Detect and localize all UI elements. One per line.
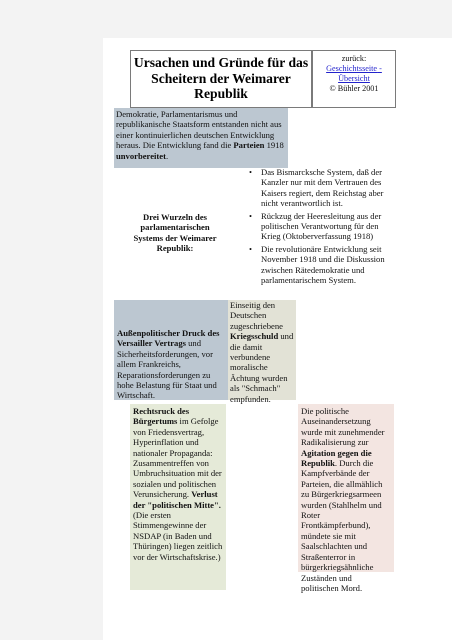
agitation-cell [298,404,394,593]
intro-end: . [165,150,169,161]
intro-bold-parteien: Parteien [233,140,265,151]
versailles-text: und Sicherheitsforderungen, vor allem Frankreichs, Reparationsforderungen zu hohe Belastung für Staat und Wirtschaft. [117,338,217,401]
bullet-item: • Das Bismarcksche System, daß der Kanzler nur mit dem Vertrauen des Kaisers regiert, dem Reichstag aber nicht verantwortlich ist. [246,167,396,209]
bullet-item: • Die revolutionäre Entwicklung seit November 1918 und die Diskussion zwischen Rätedemokratie und parlamentarischem System. [246,244,396,286]
kriegsschuld-post: und die damit verbundene moralische Ächtung wurden als "Schmach" empfunden. [230,331,294,404]
agitation-bold: Agitation gegen die Republik [301,447,372,469]
title-cell [130,50,312,108]
nav-cell [312,50,396,108]
intro-bold-unvorbereitet: unvorbereitet [116,150,166,161]
agitation-text: Die politische Auseinandersetzung wurde mit zunehmender Radikalisierung zur [301,406,385,448]
copyright: © Bühler 2001 [329,84,379,93]
versailles-cell [114,300,228,400]
kriegsschuld-bold: Kriegsschuld [230,331,279,342]
intro-mid: 1918 [264,140,284,151]
nav-links-2 [313,74,395,84]
bullet-item: • Rückzug der Heeresleitung aus der politischen Verantwortung für den Krieg (Oktoberverfassung 1918) [246,211,396,242]
nav-links [313,64,395,74]
versailles-bold: Außenpolitischer Druck des Versailler Vertrags [117,328,220,349]
agitation-text-2: . Durch die Kampfverbände der Parteien, die allmählich zu Bürgerkriegsarmeen wurden (Stahlhelm und Roter Frontkämpferbund), mündete sie mit Saalschlachten und Straßenterror in bürgerkriegsähnliche Zuständen und politischen Mord. [301,458,383,593]
link-geschichtsseite[interactable]: Geschichtsseite [326,64,378,73]
kriegsschuld-cell [228,300,296,404]
rechtsruck-text-2: (Die ersten Stimmengewinne der NSDAP (in Baden und Thüringen) liegen zeitlich vor der Wirtschaftskrise.) [133,510,223,562]
verlust-mitte-bold: Verlust der "politischen Mitte". [133,489,221,510]
back-label: zurück: [341,54,367,63]
link-separator: - [377,64,382,73]
rechtsruck-cell [130,404,226,590]
intro-cell [114,108,288,168]
link-uebersicht[interactable]: Übersicht [338,74,370,83]
wurzeln-label: Drei Wurzeln des parlamentarischen Systems der Weimarer Republik: [133,212,217,254]
rechtsruck-text: im Gefolge von Friedensvertrag, Hyperinflation und nationaler Propaganda: Zusammentreffen von Umbruchsituation mit der sozialen und politischen Verunsicherung. [133,416,222,500]
wurzeln-bullets [246,167,396,287]
kriegsschuld-pre: Einseitig den Deutschen zugeschriebene [230,300,283,331]
rechtsruck-bold: Rechtsruck des Bürgertums [133,406,190,427]
intro-text: Demokratie, Parlamentarismus und republikanische Staatsform entstanden nicht aus einer kontinuierlichen deutschen Entwicklung heraus. Die Entwicklung fand die [116,109,282,151]
page-title: Ursachen und Gründe für das Scheitern der Weimarer Republik [133,55,309,101]
